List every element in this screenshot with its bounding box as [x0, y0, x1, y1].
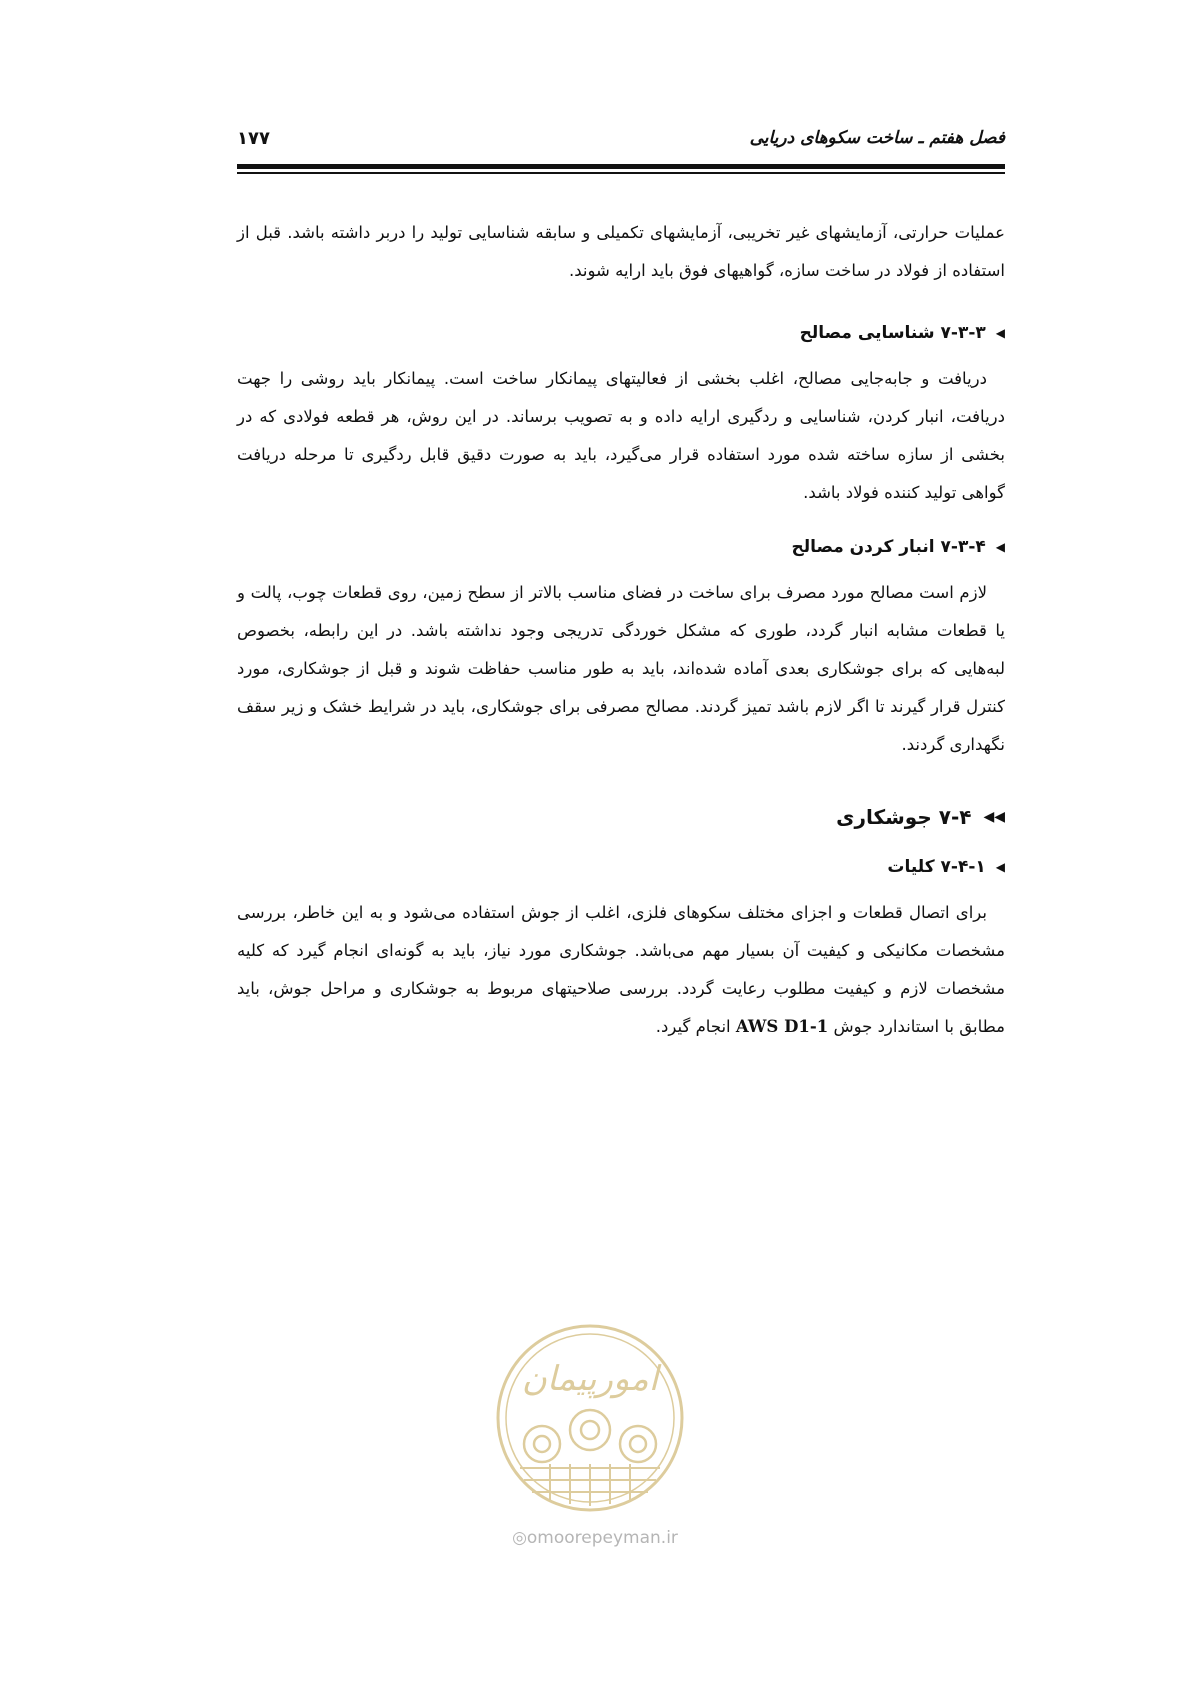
- section-heading-7-4: [237, 800, 1005, 834]
- section-heading-text: ۷-۴ جوشکاری: [836, 805, 972, 829]
- standard-code: AWS D1-1: [735, 1017, 829, 1036]
- watermark-site: [0, 1528, 1190, 1548]
- double-triangle-bullet-icon: ◀◀: [983, 809, 1005, 825]
- watermark-site-text: omoorepeyman.ir: [526, 1528, 678, 1548]
- section-heading-text: ۷-۳-۴ انبار کردن مصالح: [791, 537, 986, 557]
- page-content: [237, 214, 1005, 1046]
- triangle-bullet-icon: ◀: [995, 540, 1005, 554]
- chapter-title: فصل هفتم ـ ساخت سکوهای دریایی: [749, 128, 1005, 148]
- section-heading-7-3-4: [237, 532, 1005, 562]
- watermark-logo-text: امورپیمان: [521, 1359, 659, 1399]
- paragraph-part-2: انجام گیرد.: [655, 1017, 731, 1036]
- section-heading-text: ۷-۳-۳ شناسایی مصالح: [799, 323, 986, 343]
- watermark-site-icon: ◎: [512, 1528, 527, 1548]
- intro-paragraph: عملیات حرارتی، آزمایشهای غیر تخریبی، آزمایشهای تکمیلی و سابقه شناسایی تولید را دربر داشته باشد. قبل از استفاده از فولاد در ساخت سازه، گواهیهای فوق باید ارایه شوند.: [237, 223, 1005, 280]
- page-number: ۱۷۷: [237, 128, 270, 149]
- triangle-bullet-icon: ◀: [995, 860, 1005, 874]
- triangle-bullet-icon: ◀: [995, 326, 1005, 340]
- section-heading-7-3-3: [237, 318, 1005, 348]
- section-paragraph-7-3-3: دریافت و جابه‌جایی مصالح، اغلب بخشی از فعالیتهای پیمانکار ساخت است. پیمانکار باید روشی را جهت دریافت، انبار کردن، شناسایی و ردگیری ارایه داده و به تصویب برساند. در این روش، هر قطعه فولادی که در بخشی از سازه ساخته شده مورد استفاده قرار می‌گیرد، باید به صورت دقیق قابل ردگیری تا مرحله دریافت گواهی تولید کننده فولاد باشد.: [237, 369, 1005, 502]
- watermark-logo-icon: [490, 1318, 690, 1518]
- paragraph-part-1: برای اتصال قطعات و اجزای مختلف سکوهای فلزی، اغلب از جوش استفاده می‌شود و به این خاطر، بررسی مشخصات مکانیکی و کیفیت آن بسیار مهم می‌باشد. جوشکاری مورد نیاز، باید به گونه‌ای انجام گیرد که کلیه مشخصات لازم و کیفیت مطلوب رعایت گردد. بررسی صلاحیتهای مربوط به جوشکاری و مراحل جوش، باید مطابق با استاندارد جوش: [237, 903, 1005, 1036]
- section-heading-text: ۷-۴-۱ کلیات: [887, 857, 986, 877]
- section-heading-7-4-1: [237, 852, 1005, 882]
- section-paragraph-7-3-4: لازم است مصالح مورد مصرف برای ساخت در فضای مناسب بالاتر از سطح زمین، روی قطعات چوب، پالت و یا قطعات مشابه انبار گردد، طوری که مشکل خوردگی تدریجی وجود نداشته باشد. در این رابطه، بخصوص لبه‌هایی که برای جوشکاری بعدی آماده شده‌اند، باید به طور مناسب حفاظت شوند و قبل از جوشکاری، مورد کنترل قرار گیرند تا اگر لازم باشد تمیز گردند. مصالح مصرفی برای جوشکاری، باید در شرایط خشک و زیر سقف نگهداری گردند.: [237, 583, 1005, 754]
- section-paragraph-7-4-1: [237, 894, 1005, 1046]
- header-rule-thin: [237, 172, 1005, 174]
- header-rule-thick: [237, 164, 1005, 169]
- page-header: [237, 126, 1005, 156]
